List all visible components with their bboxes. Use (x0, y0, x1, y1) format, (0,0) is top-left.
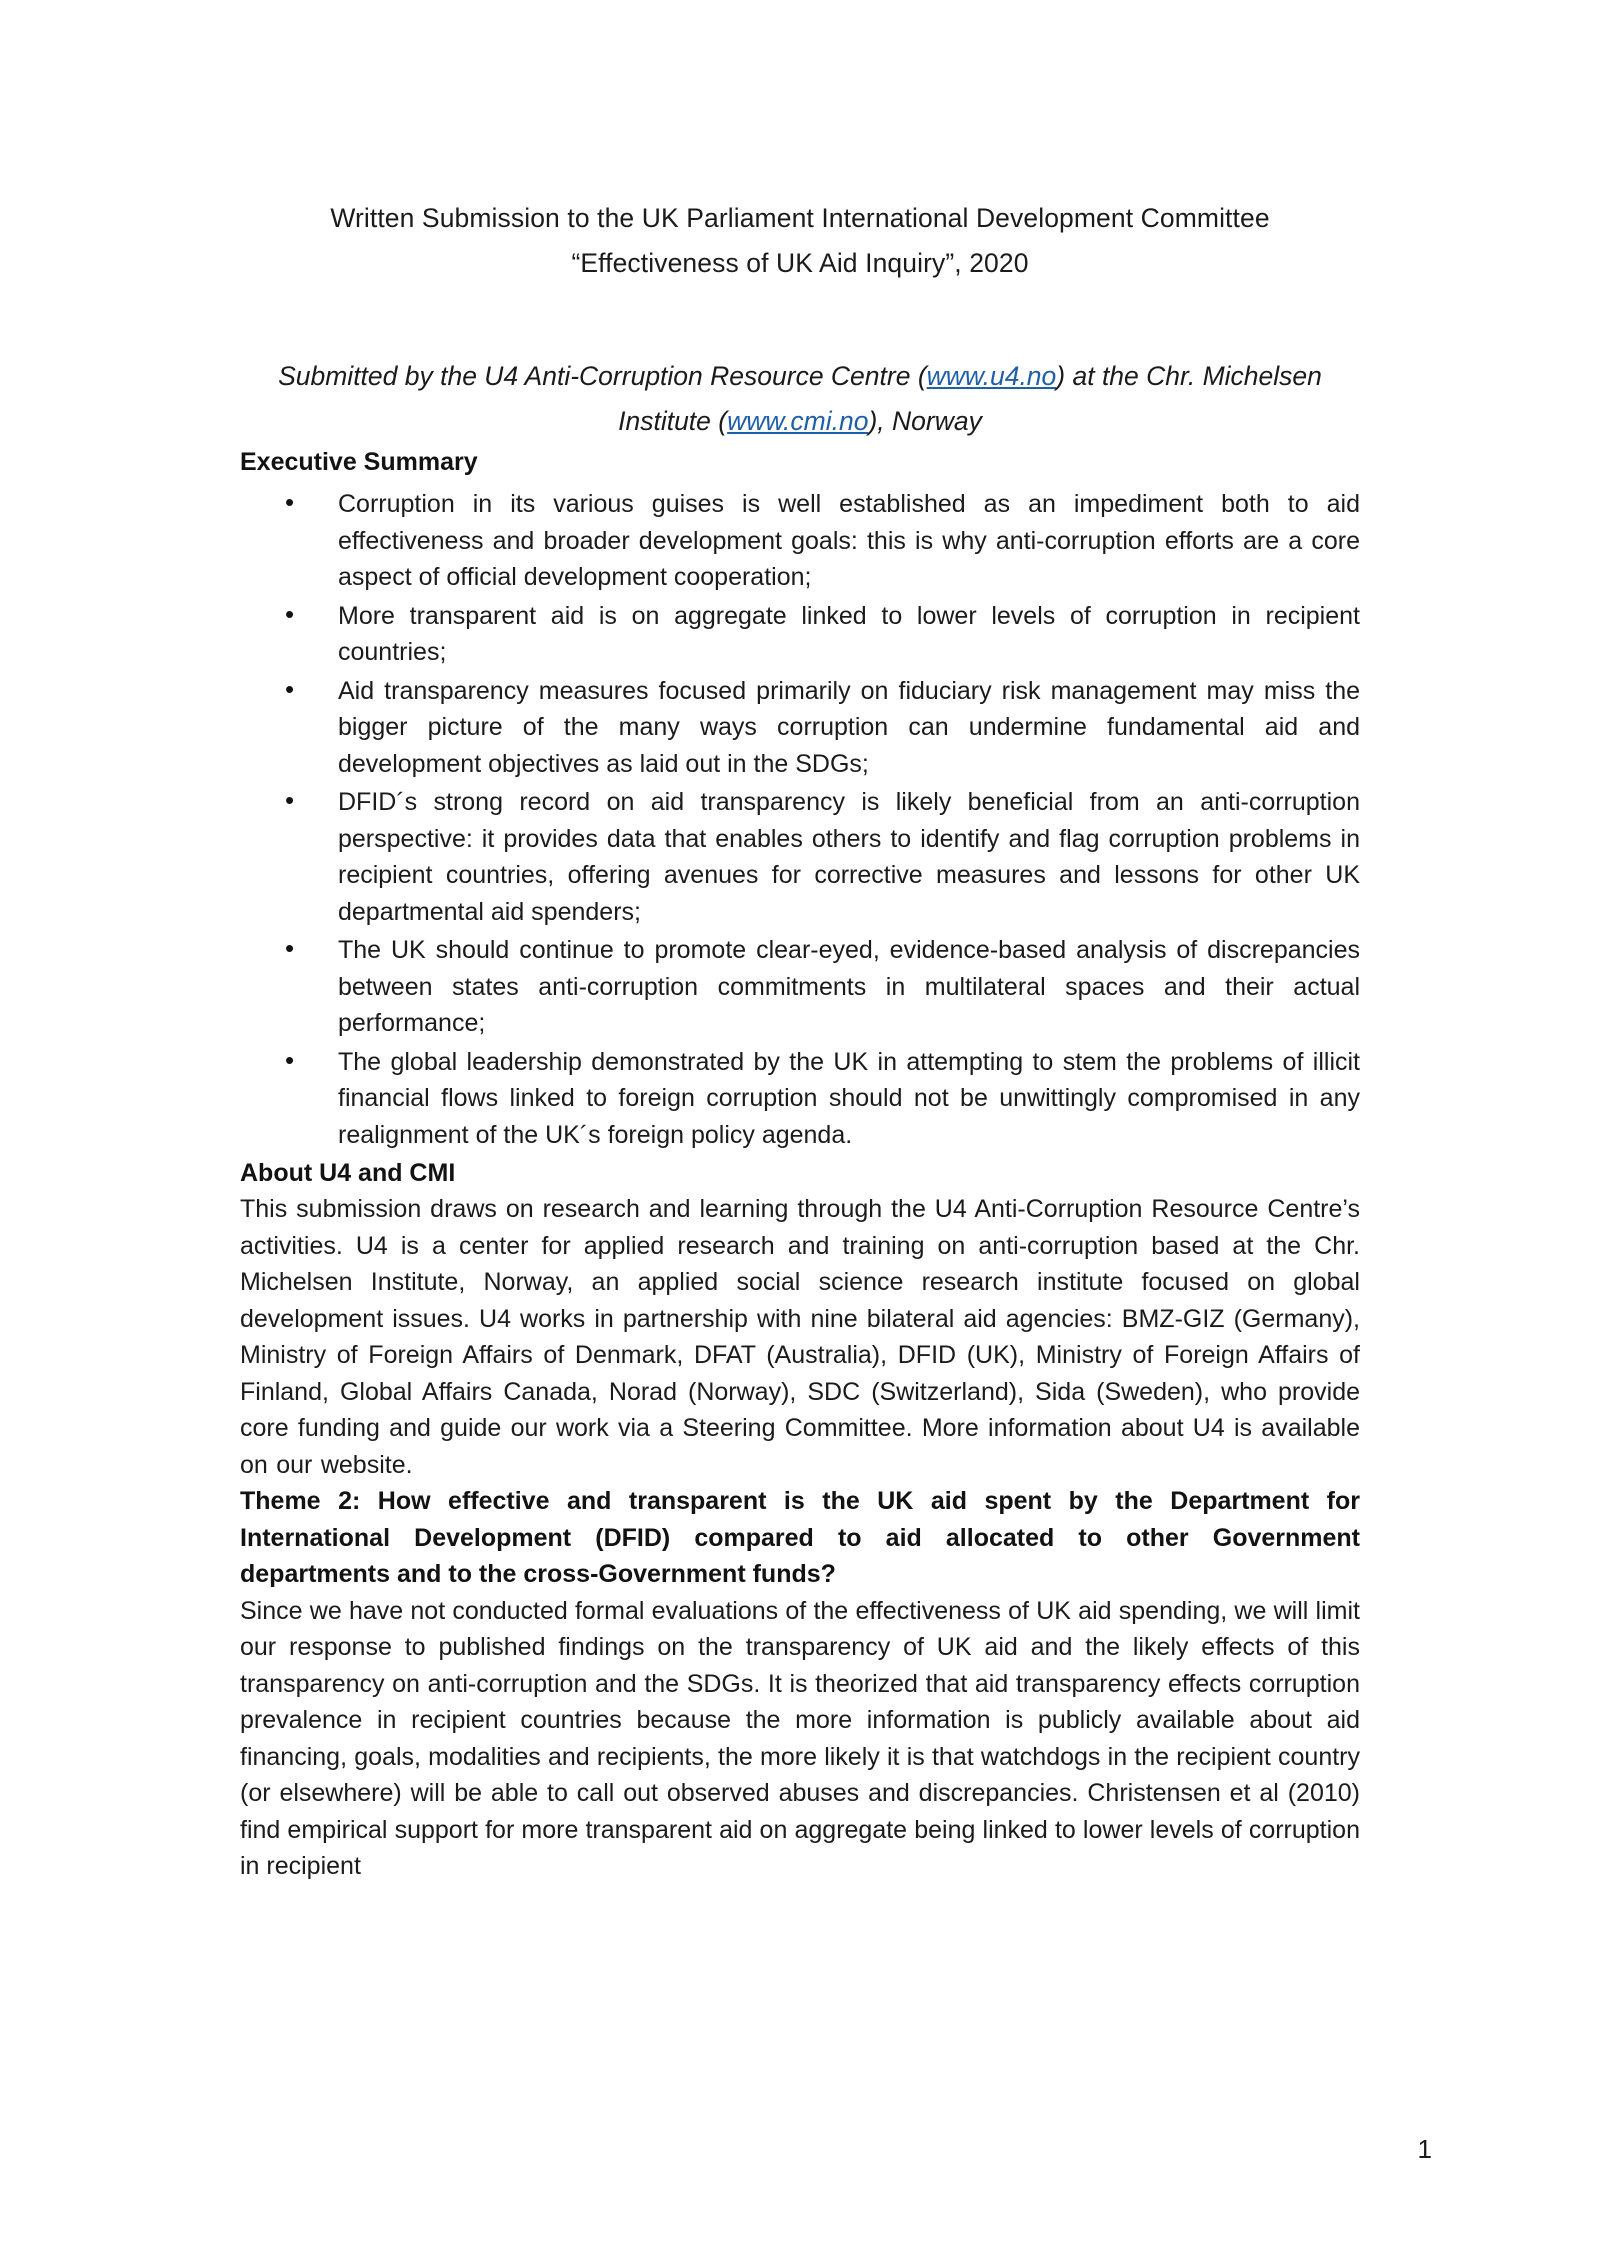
document-title-line-2: “Effectiveness of UK Aid Inquiry”, 2020 (571, 248, 1029, 278)
theme-section-paragraph: Since we have not conducted formal evaluations of the effectiveness of UK aid spending, we will limit our response to published findings on the transparency of UK aid and the likely effects of this transparency on anti-corruption and the SDGs. It is theorized that aid transparency effects corruption prevalence in recipient countries because the more information is publicly available about aid financing, goals, modalities and recipients, the more likely it is that watchdogs in the recipient country (or elsewhere) will be able to call out observed abuses and discrepancies. Christensen et al (2010) find empirical support for more transparent aid on aggregate being linked to lower levels of corruption in recipient (240, 1596, 1360, 1880)
subtitle-text-part-1: Submitted by the U4 Anti-Corruption Resource Centre ( (278, 361, 927, 391)
document-title (240, 196, 1360, 286)
list-item: • The UK should continue to promote clear-eyed, evidence-based analysis of discrepancies between states anti-corruption commitments in multilateral spaces and their actual performance; (240, 932, 1360, 1042)
list-item: • DFID´s strong record on aid transparency is likely beneficial from an anti-corruption perspective: it provides data that enables others to identify and flag corruption problems in recipient countries, offering avenues for corrective measures and lessons for other UK departmental aid spenders; (240, 784, 1360, 930)
theme-section-heading: Theme 2: How effective and transparent is the UK aid spent by the Department for International Development (DFID) compared to aid allocated to other Government departments and to the cross-Government funds? (240, 1487, 1360, 1588)
executive-summary-bullet-list (240, 486, 1360, 1153)
document-body (240, 196, 1360, 1885)
subtitle-text-part-3: ), Norway (868, 406, 982, 436)
document-title-line-1: Written Submission to the UK Parliament International Development Committee (330, 203, 1270, 233)
about-section-heading: About U4 and CMI (240, 1159, 456, 1187)
about-section-paragraph: This submission draws on research and learning through the U4 Anti-Corruption Resource Centre’s activities. U4 is a center for applied research and training on anti-corruption based at the Chr. Michelsen Institute, Norway, an applied social science research institute focused on global development issues. U4 works in partnership with nine bilateral aid agencies: BMZ-GIZ (Germany), Ministry of Foreign Affairs of Denmark, DFAT (Australia), DFID (UK), Ministry of Foreign Affairs of Finland, Global Affairs Canada, Norad (Norway), SDC (Switzerland), Sida (Sweden), who provide core funding and guide our work via a Steering Committee. More information about U4 is available on our website. (240, 1195, 1360, 1479)
document-subtitle (240, 354, 1360, 444)
executive-summary-heading: Executive Summary (240, 448, 478, 476)
page-number: 1 (1417, 2134, 1432, 2164)
list-item: • Aid transparency measures focused primarily on fiduciary risk management may miss the bigger picture of the many ways corruption can undermine fundamental aid and development objectives as laid out in the SDGs; (240, 673, 1360, 783)
list-item: • The global leadership demonstrated by the UK in attempting to stem the problems of illicit financial flows linked to foreign corruption should not be unwittingly compromised in any realignment of the UK´s foreign policy agenda. (240, 1044, 1360, 1154)
subtitle-text-part-2: ) at the Chr. Michelsen Institute ( (618, 361, 1322, 436)
cmi-website-link[interactable]: www.cmi.no (727, 406, 869, 436)
list-item: • Corruption in its various guises is well established as an impediment both to aid effectiveness and broader development goals: this is why anti-corruption efforts are a core aspect of official development cooperation; (240, 486, 1360, 596)
u4-website-link[interactable]: www.u4.no (926, 361, 1057, 391)
list-item: • More transparent aid is on aggregate linked to lower levels of corruption in recipient countries; (240, 598, 1360, 671)
